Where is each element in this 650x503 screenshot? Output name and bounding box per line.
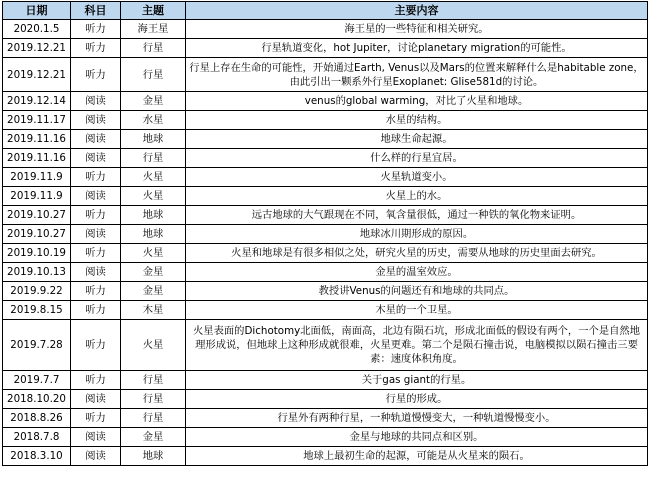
cell-content: 金星与地球的共同点和区别。 [186,428,648,447]
cell-topic: 海王星 [121,20,186,39]
cell-content: 行星外有两种行星，一种轨道慢慢变大，一种轨道慢慢变小。 [186,409,648,428]
schedule-table-container [2,1,648,466]
cell-topic: 木星 [121,301,186,320]
cell-subject: 阅读 [71,447,121,466]
table-row [3,263,648,282]
header-subject: 科目 [71,2,121,20]
cell-content: 火星轨道变小。 [186,168,648,187]
cell-topic: 行星 [121,390,186,409]
table-row [3,244,648,263]
cell-subject: 听力 [71,301,121,320]
cell-content: 地球生命起源。 [186,130,648,149]
table-row [3,225,648,244]
cell-date: 2019.10.27 [3,206,71,225]
table-row [3,282,648,301]
cell-content: 火星上的水。 [186,187,648,206]
table-row [3,168,648,187]
cell-content: 火星表面的Dichotomy北面低，南面高，北边有陨石坑，形成北面低的假设有两个，一个是自然地理形成说，但地球上这种形成就很难，火星更难。第二个是陨石撞击说，电脑模拟以陨石撞击三要素：速度体积角度。 [186,320,648,371]
cell-topic: 行星 [121,58,186,92]
cell-subject: 阅读 [71,149,121,168]
cell-subject: 阅读 [71,187,121,206]
cell-subject: 听力 [71,39,121,58]
cell-date: 2019.10.13 [3,263,71,282]
cell-subject: 阅读 [71,111,121,130]
cell-content: 远古地球的大气跟现在不同，氧含量很低，通过一种铁的氧化物来证明。 [186,206,648,225]
cell-subject: 听力 [71,206,121,225]
cell-subject: 听力 [71,320,121,371]
table-row [3,320,648,371]
table-row [3,447,648,466]
header-content: 主要内容 [186,2,648,20]
cell-date: 2018.3.10 [3,447,71,466]
cell-topic: 地球 [121,225,186,244]
table-row [3,187,648,206]
cell-date: 2019.10.27 [3,225,71,244]
cell-date: 2019.8.15 [3,301,71,320]
cell-topic: 火星 [121,187,186,206]
cell-content: 关于gas giant的行星。 [186,371,648,390]
cell-subject: 阅读 [71,130,121,149]
cell-date: 2019.11.9 [3,187,71,206]
cell-topic: 行星 [121,409,186,428]
cell-topic: 金星 [121,263,186,282]
cell-subject: 听力 [71,244,121,263]
cell-subject: 听力 [71,20,121,39]
schedule-table [2,1,648,466]
cell-date: 2019.7.28 [3,320,71,371]
cell-content: 地球冰川期形成的原因。 [186,225,648,244]
cell-date: 2019.11.17 [3,111,71,130]
table-row [3,409,648,428]
cell-date: 2018.10.20 [3,390,71,409]
cell-date: 2019.11.16 [3,149,71,168]
cell-topic: 金星 [121,428,186,447]
cell-date: 2019.12.21 [3,39,71,58]
cell-content: 木星的一个卫星。 [186,301,648,320]
cell-topic: 地球 [121,447,186,466]
cell-date: 2019.10.19 [3,244,71,263]
cell-subject: 阅读 [71,92,121,111]
cell-content: 行星轨道变化，hot Jupiter，讨论planetary migration的可能性。 [186,39,648,58]
cell-content: 教授讲Venus的问题还有和地球的共同点。 [186,282,648,301]
cell-date: 2018.7.8 [3,428,71,447]
cell-subject: 听力 [71,168,121,187]
header-row [3,2,648,20]
cell-content: 金星的温室效应。 [186,263,648,282]
cell-date: 2019.9.22 [3,282,71,301]
cell-subject: 听力 [71,409,121,428]
table-row [3,371,648,390]
cell-content: 地球上最初生命的起源，可能是从火星来的陨石。 [186,447,648,466]
cell-subject: 听力 [71,58,121,92]
table-body [3,20,648,466]
table-row [3,39,648,58]
cell-content: 水星的结构。 [186,111,648,130]
cell-content: 海王星的一些特征和相关研究。 [186,20,648,39]
cell-topic: 水星 [121,111,186,130]
table-row [3,428,648,447]
table-row [3,130,648,149]
cell-date: 2019.12.14 [3,92,71,111]
cell-topic: 地球 [121,130,186,149]
cell-subject: 阅读 [71,225,121,244]
cell-content: 行星上存在生命的可能性，开始通过Earth, Venus以及Mars的位置来解释什么是habitable zone，由此引出一颗系外行星Exoplanet: Glise581d的讨论。 [186,58,648,92]
table-row [3,20,648,39]
table-row [3,301,648,320]
cell-subject: 阅读 [71,428,121,447]
cell-date: 2018.8.26 [3,409,71,428]
header-date: 日期 [3,2,71,20]
cell-subject: 阅读 [71,390,121,409]
cell-date: 2019.11.9 [3,168,71,187]
cell-date: 2019.12.21 [3,58,71,92]
cell-topic: 火星 [121,320,186,371]
cell-topic: 行星 [121,39,186,58]
cell-content: 行星的形成。 [186,390,648,409]
cell-content: 什么样的行星宜居。 [186,149,648,168]
cell-subject: 阅读 [71,263,121,282]
cell-topic: 行星 [121,371,186,390]
cell-subject: 听力 [71,282,121,301]
table-row [3,92,648,111]
cell-topic: 金星 [121,282,186,301]
cell-subject: 听力 [71,371,121,390]
cell-topic: 行星 [121,149,186,168]
table-row [3,149,648,168]
table-row [3,206,648,225]
cell-content: venus的global warming，对比了火星和地球。 [186,92,648,111]
cell-topic: 地球 [121,206,186,225]
cell-topic: 火星 [121,168,186,187]
cell-date: 2019.11.16 [3,130,71,149]
table-row [3,111,648,130]
cell-content: 火星和地球是有很多相似之处，研究火星的历史，需要从地球的历史里面去研究。 [186,244,648,263]
cell-date: 2020.1.5 [3,20,71,39]
cell-topic: 金星 [121,92,186,111]
table-row [3,390,648,409]
cell-topic: 火星 [121,244,186,263]
cell-date: 2019.7.7 [3,371,71,390]
table-row [3,58,648,92]
header-topic: 主题 [121,2,186,20]
